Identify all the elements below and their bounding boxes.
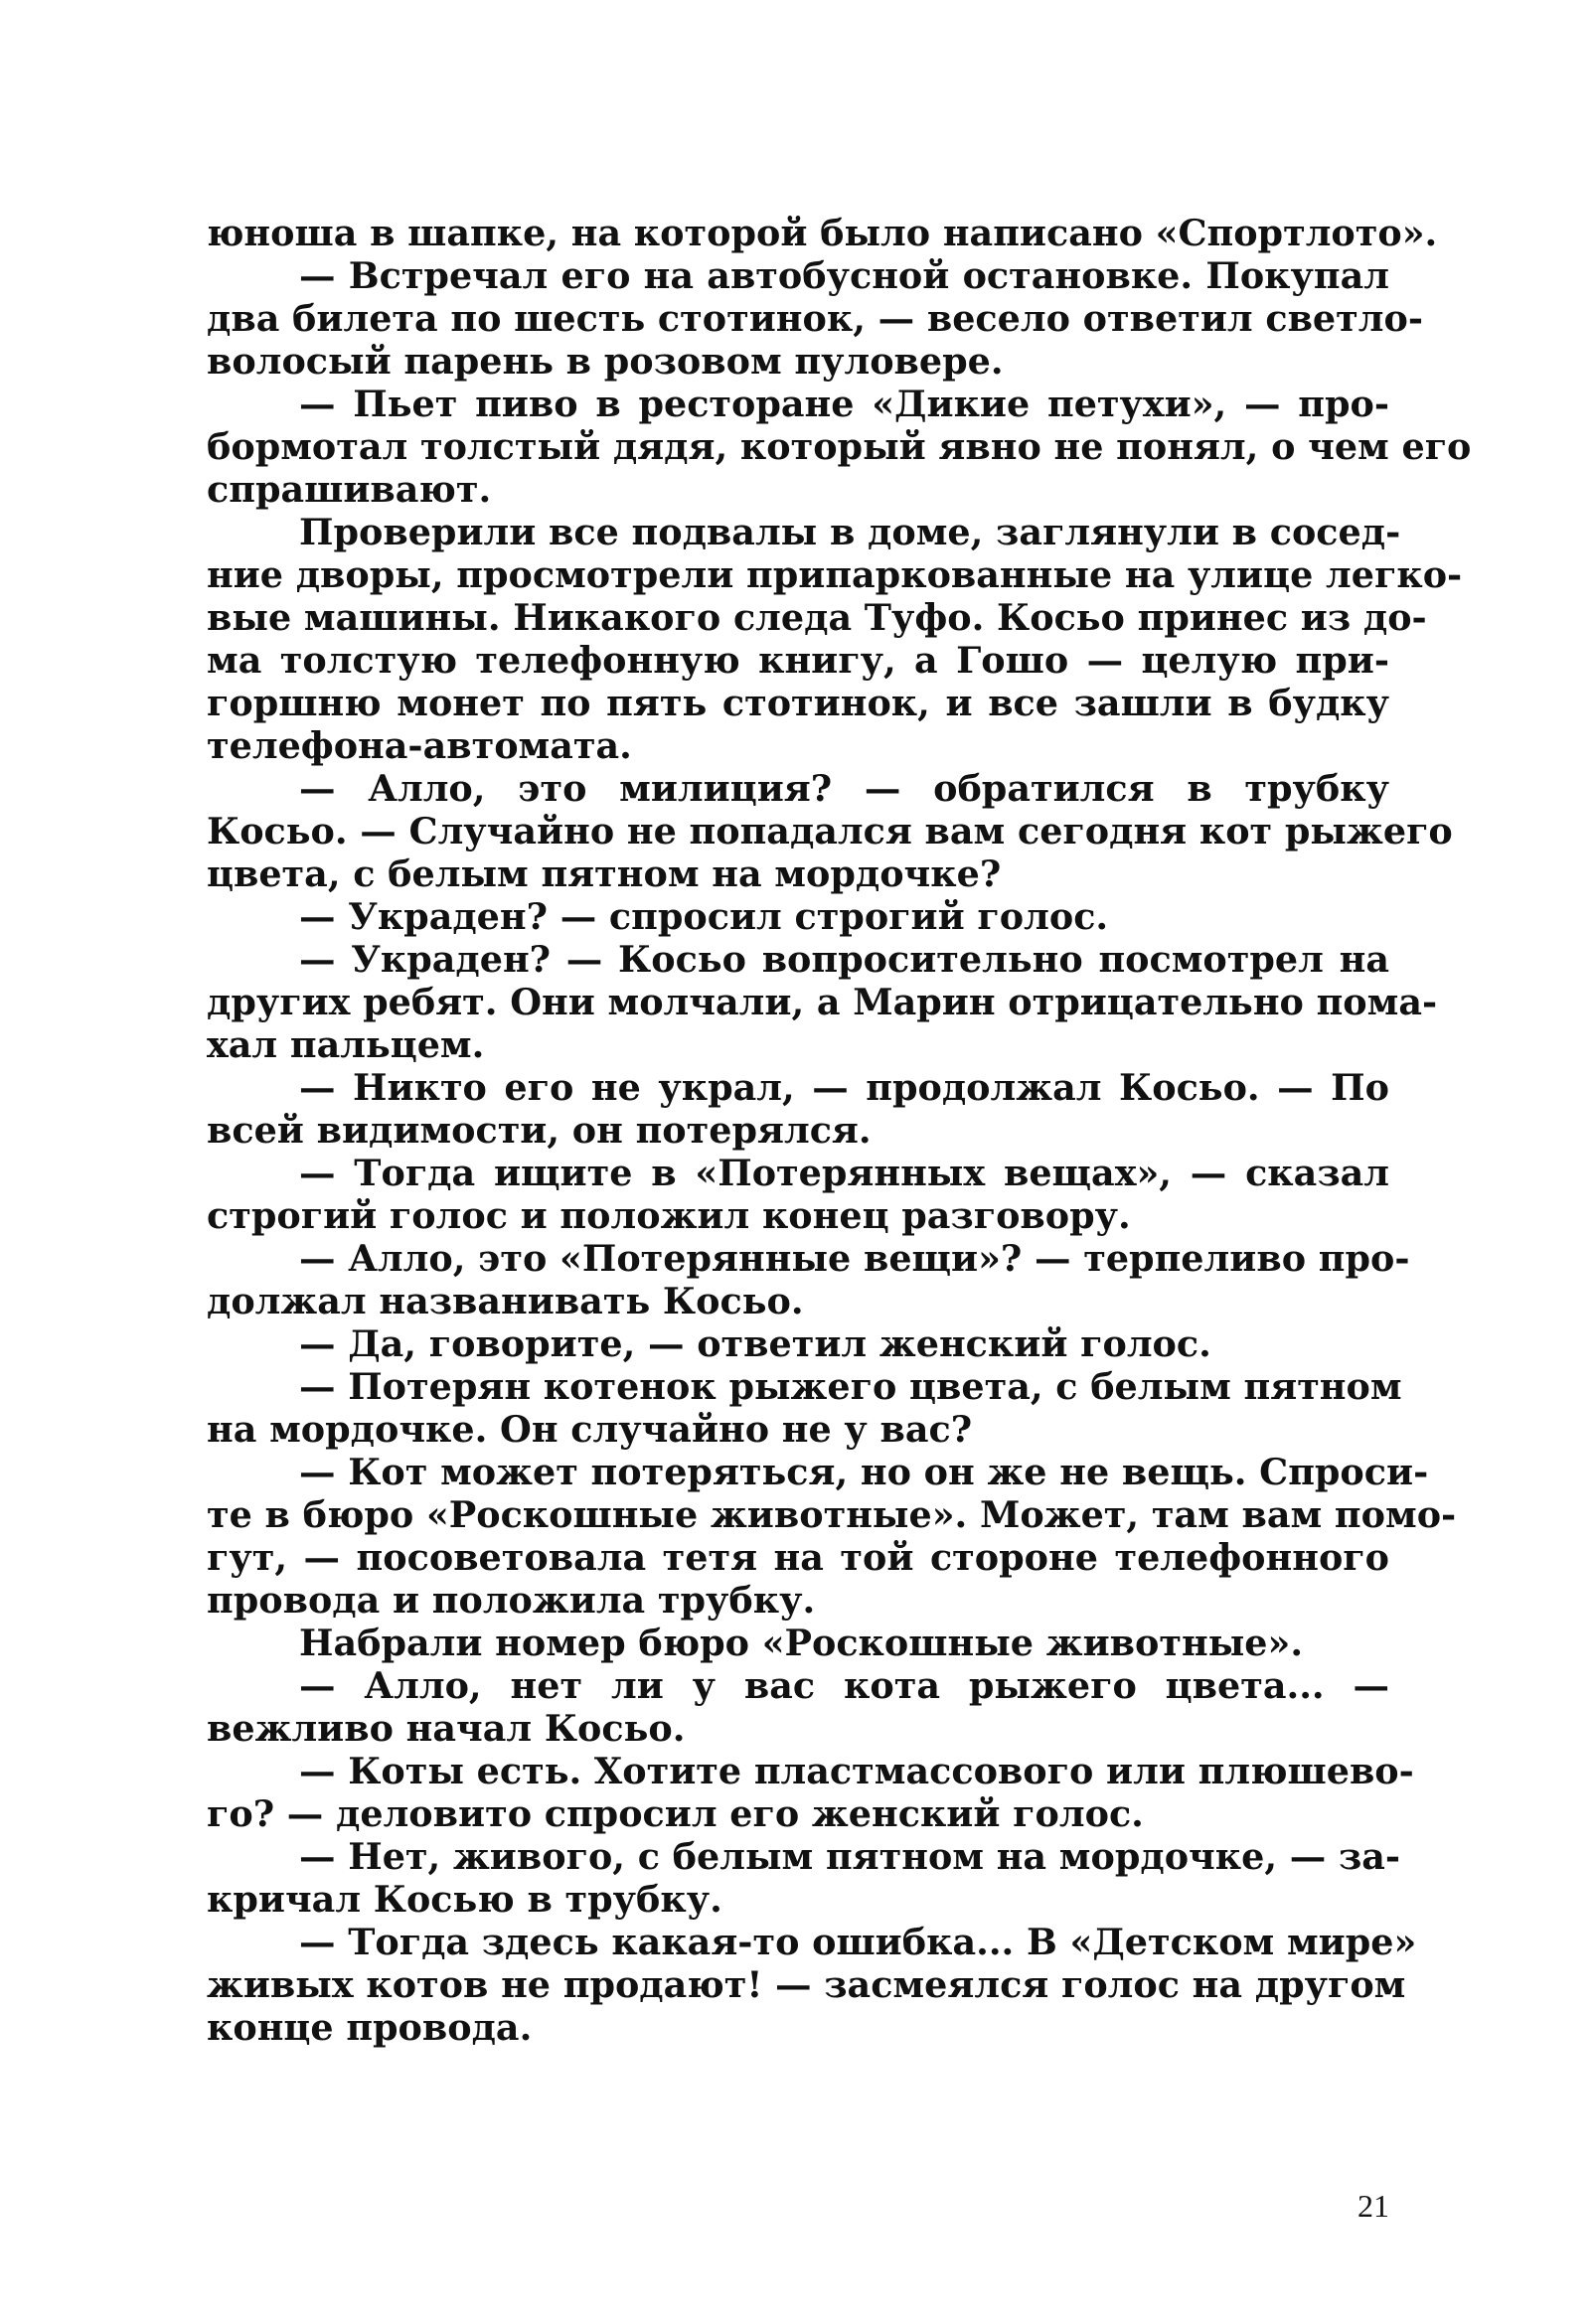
text-line: — Тогда здесь какая-то ошибка... В «Детском мире» bbox=[299, 1921, 1417, 1963]
text-line: — Никто его не украл, — продолжал Косьо. — По bbox=[299, 1066, 1389, 1109]
text-line: — Встречал его на автобусной остановке. Покупал bbox=[299, 254, 1389, 297]
text-line: го? — деловито спросил его женский голос. bbox=[207, 1792, 1144, 1835]
text-line: — Потерян котенок рыжего цвета, с белым пятном bbox=[299, 1365, 1402, 1408]
page-number: 21 bbox=[1357, 2188, 1389, 2224]
text-line: — Кот может потеряться, но он же не вещь. Спроси- bbox=[299, 1451, 1429, 1493]
text-line: — Алло, это «Потерянные вещи»? — терпеливо про- bbox=[299, 1237, 1410, 1280]
text-line: вежливо начал Косьо. bbox=[207, 1707, 686, 1750]
text-line: других ребят. Они молчали, а Марин отрицательно пома- bbox=[207, 981, 1438, 1023]
text-line: — Да, говорите, — ответил женский голос. bbox=[299, 1322, 1211, 1365]
text-line: Косьо. — Случайно не попадался вам сегодня кот рыжего bbox=[207, 810, 1453, 852]
text-line: — Украден? — Косьо вопросительно посмотрел на bbox=[299, 938, 1389, 981]
text-line: телефона-автомата. bbox=[207, 724, 632, 767]
text-line: кричал Косью в трубку. bbox=[207, 1878, 722, 1921]
text-line: ние дворы, просмотрели припаркованные на улице легко- bbox=[207, 553, 1463, 596]
text-line: те в бюро «Роскошные животные». Может, там вам помо- bbox=[207, 1493, 1457, 1536]
text-line: горшню монет по пять стотинок, и все зашли в будку bbox=[207, 682, 1389, 724]
text-line: живых котов не продают! — засмеялся голос на другом bbox=[207, 1963, 1406, 2006]
text-line: строгий голос и положил конец разговору. bbox=[207, 1194, 1131, 1237]
text-line: провода и положила трубку. bbox=[207, 1579, 816, 1622]
text-line: волосый парень в розовом пуловере. bbox=[207, 340, 1004, 383]
text-line: юноша в шапке, на которой было написано «Спортлото». bbox=[207, 212, 1438, 254]
text-line: Набрали номер бюро «Роскошные животные». bbox=[299, 1622, 1304, 1664]
text-line: — Украден? — спросил строгий голос. bbox=[299, 895, 1109, 938]
text-line: Проверили все подвалы в доме, заглянули в сосед- bbox=[299, 511, 1401, 553]
text-line: конце провода. bbox=[207, 2006, 533, 2049]
text-line: должал названивать Косьо. bbox=[207, 1280, 804, 1322]
text-line: ма толстую телефонную книгу, а Гошо — целую при- bbox=[207, 639, 1389, 682]
body-text bbox=[207, 212, 1472, 2049]
text-line: — Коты есть. Хотите пластмассового или плюшево- bbox=[299, 1750, 1414, 1792]
text-line: — Алло, нет ли у вас кота рыжего цвета... — bbox=[299, 1664, 1389, 1707]
text-line: вые машины. Никакого следа Туфо. Косьо принес из до- bbox=[207, 596, 1427, 639]
text-line: всей видимости, он потерялся. bbox=[207, 1109, 872, 1152]
text-line: бормотал толстый дядя, который явно не понял, о чем его bbox=[207, 425, 1472, 468]
text-line: гут, — посоветовала тетя на той стороне телефонного bbox=[207, 1536, 1389, 1579]
text-line: — Тогда ищите в «Потерянных вещах», — сказал bbox=[299, 1152, 1389, 1194]
text-line: — Пьет пиво в ресторане «Дикие петухи», — про- bbox=[299, 383, 1389, 425]
text-line: цвета, с белым пятном на мордочке? bbox=[207, 852, 1002, 895]
text-line: два билета по шесть стотинок, — весело ответил светло- bbox=[207, 297, 1423, 340]
text-line: хал пальцем. bbox=[207, 1023, 485, 1066]
text-line: — Нет, живого, с белым пятном на мордочке, — за- bbox=[299, 1835, 1401, 1878]
text-line: — Алло, это милиция? — обратился в трубку bbox=[299, 767, 1389, 810]
text-line: на мордочке. Он случайно не у вас? bbox=[207, 1408, 973, 1451]
text-line: спрашивают. bbox=[207, 468, 492, 511]
